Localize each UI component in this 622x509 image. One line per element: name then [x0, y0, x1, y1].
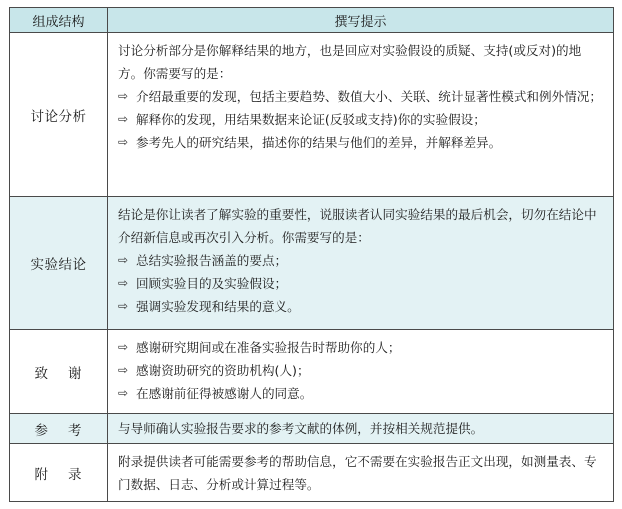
- list-item: [118, 131, 605, 154]
- list-item-text: 强调实验发现和结果的意义。: [136, 299, 300, 314]
- table-row-acknowledgements: [10, 330, 614, 414]
- list-item: [118, 85, 605, 108]
- arrow-right-outline-icon: ⇨: [118, 276, 129, 290]
- section-content-appendix: [108, 444, 614, 502]
- section-content-discussion: [108, 33, 614, 197]
- document-table-wrapper: [9, 7, 613, 502]
- section-label-references: 参考: [10, 414, 108, 444]
- header-structure: 组成结构: [10, 8, 108, 33]
- arrow-right-outline-icon: ⇨: [118, 363, 129, 377]
- section-intro: 与导师确认实验报告要求的参考文献的体例，并按相关规范提供。: [118, 421, 484, 436]
- arrow-right-outline-icon: ⇨: [118, 112, 129, 126]
- list-item: [118, 272, 605, 295]
- arrow-right-outline-icon: ⇨: [118, 299, 129, 313]
- arrow-right-outline-icon: ⇨: [118, 253, 129, 267]
- section-intro: 讨论分析部分是你解释结果的地方，也是回应对实验假设的质疑、支持(或反对)的地方。你需要写的是：: [118, 43, 582, 81]
- table-row-conclusion: [10, 197, 614, 330]
- list-item: [118, 295, 605, 318]
- arrow-right-outline-icon: ⇨: [118, 89, 129, 103]
- list-item: [118, 359, 605, 382]
- section-label-discussion: 讨论分析: [10, 33, 108, 197]
- table-row-appendix: [10, 444, 614, 502]
- arrow-right-outline-icon: ⇨: [118, 386, 129, 400]
- list-item: [118, 108, 605, 131]
- arrow-right-outline-icon: ⇨: [118, 340, 129, 354]
- list-item-text: 感谢资助研究的资助机构(人)；: [136, 363, 310, 378]
- section-content-references: [108, 414, 614, 444]
- list-item-text: 感谢研究期间或在准备实验报告时帮助你的人；: [136, 340, 401, 355]
- list-item: [118, 382, 605, 405]
- report-writing-guide-table: [9, 7, 614, 502]
- list-item: [118, 249, 605, 272]
- list-item-text: 参考先人的研究结果，描述你的结果与他们的差异，并解释差异。: [136, 135, 502, 150]
- list-item-text: 总结实验报告涵盖的要点；: [136, 253, 288, 268]
- section-intro: 结论是你让读者了解实验的重要性，说服读者认同实验结果的最后机会，切勿在结论中介绍新信息或再次引入分析。你需要写的是：: [118, 207, 597, 245]
- list-item-text: 介绍最重要的发现，包括主要趋势、数值大小、关联、统计显著性模式和例外情况；: [136, 89, 602, 104]
- list-item-text: 回顾实验目的及实验假设；: [136, 276, 288, 291]
- table-header-row: [10, 8, 614, 33]
- section-label-conclusion: 实验结论: [10, 197, 108, 330]
- section-label-appendix: 附录: [10, 444, 108, 502]
- section-label-acknowledgements: 致谢: [10, 330, 108, 414]
- section-content-conclusion: [108, 197, 614, 330]
- list-item: [118, 336, 605, 359]
- section-intro: 附录提供读者可能需要参考的帮助信息，它不需要在实验报告正文出现，如测量表、专门数据、日志、分析或计算过程等。: [118, 454, 597, 492]
- table-row-discussion: [10, 33, 614, 197]
- list-item-text: 解释你的发现，用结果数据来论证(反驳或支持)你的实验假设；: [136, 112, 486, 127]
- table-row-references: [10, 414, 614, 444]
- header-tips: 撰写提示: [108, 8, 614, 33]
- arrow-right-outline-icon: ⇨: [118, 135, 129, 149]
- list-item-text: 在感谢前征得被感谢人的同意。: [136, 386, 313, 401]
- section-content-acknowledgements: [108, 330, 614, 414]
